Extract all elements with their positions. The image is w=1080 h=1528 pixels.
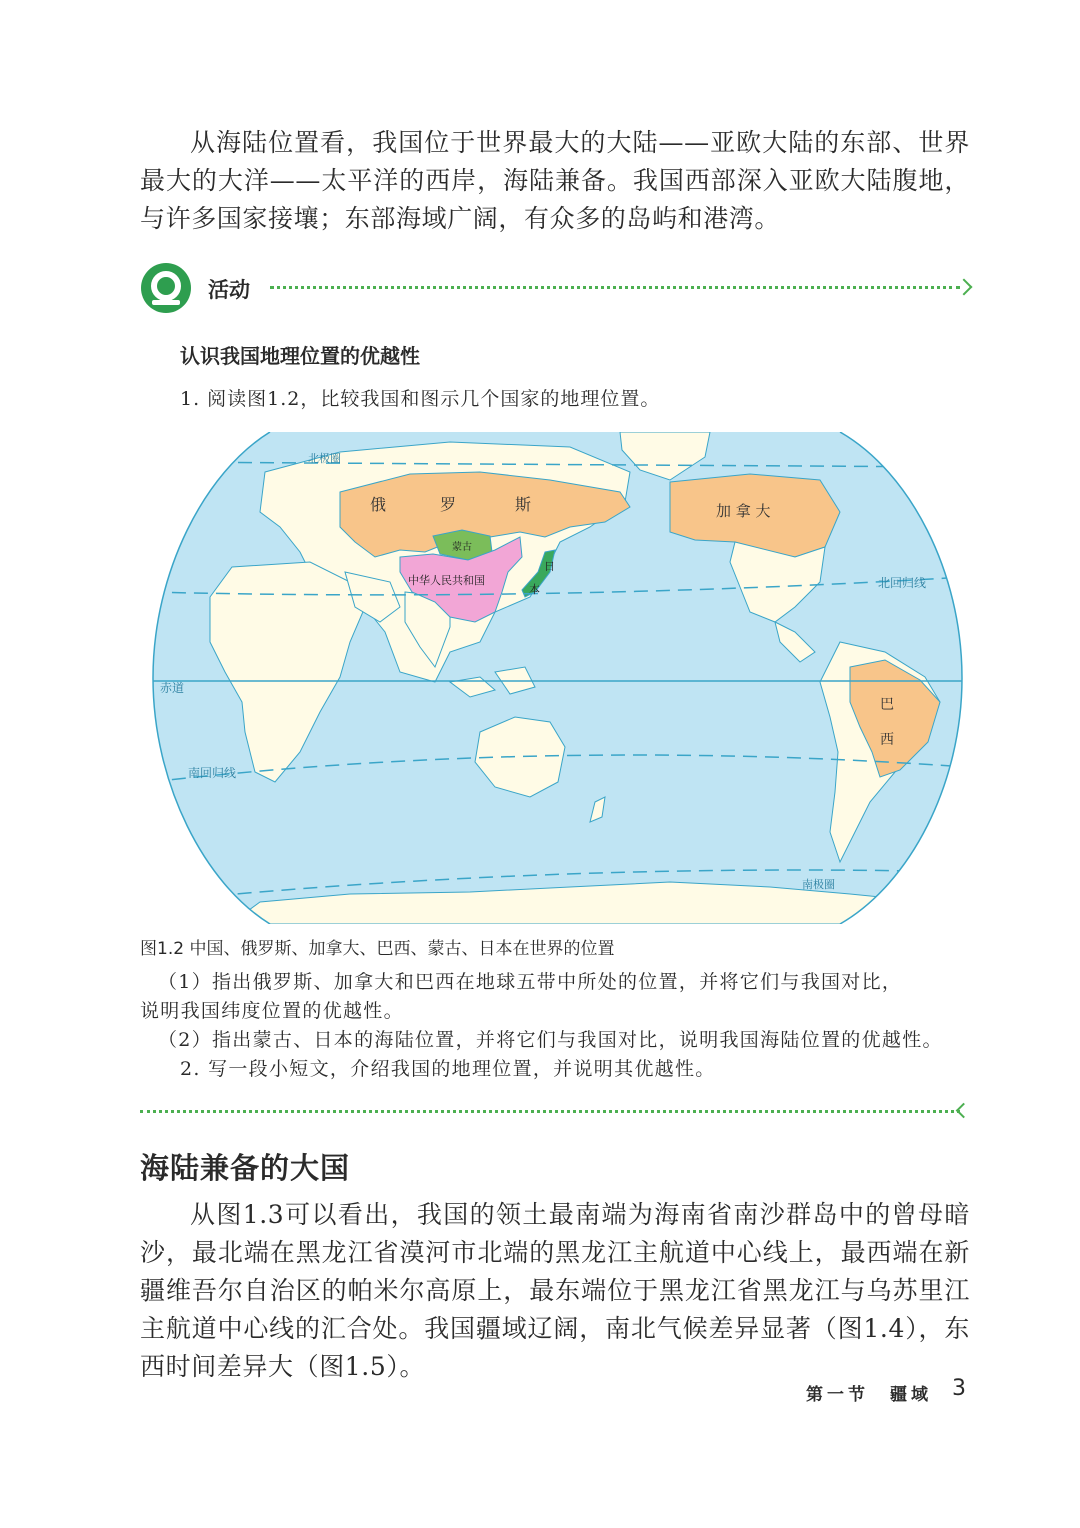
activity-sub-question-1-line-2: 说明我国纬度位置的优越性。 (140, 1000, 404, 1022)
activity-title: 认识我国地理位置的优越性 (180, 344, 420, 368)
label-brazil-1: 巴 (880, 697, 894, 713)
label-south-polar-circle: 南极圈 (802, 878, 835, 891)
world-map-svg (150, 432, 965, 924)
label-japan-2: 本 (529, 583, 540, 596)
label-mongolia: 蒙古 (452, 542, 472, 553)
section-title: 海陆兼备的大国 (140, 1151, 351, 1185)
arrow-left-icon (956, 1103, 972, 1119)
label-brazil-2: 西 (880, 732, 894, 748)
activity-sub-question-2: （2）指出蒙古、日本的海陆位置，并将它们与我国对比，说明我国海陆位置的优越性。 (158, 1029, 943, 1051)
label-equator: 赤道 (160, 681, 185, 695)
activity-sub-question-1-line-1: （1）指出俄罗斯、加拿大和巴西在地球五带中所处的位置，并将它们与我国对比， (158, 971, 903, 993)
label-china: 中华人民共和国 (408, 574, 485, 587)
label-tropic-capricorn: 南回归线 (188, 766, 237, 780)
section-text: 从图1.3可以看出，我国的领土最南端为海南省南沙群岛中的曾母暗沙，最北端在黑龙江省漠河市北端的黑龙江主航道中心线上，最西端在新疆维吾尔自治区的帕米尔高原上，最东端位于黑龙江省黑龙江与乌苏里江主航道中心线的汇合处。我国疆域辽阔，南北气候差异显著（图1.4），东西时间差异大（图1.5）。 (140, 1200, 970, 1381)
label-russia-3: 斯 (515, 495, 532, 514)
intro-paragraph (140, 124, 970, 238)
label-russia-2: 罗 (440, 495, 457, 514)
label-canada: 加 拿 大 (716, 502, 771, 520)
label-japan-1: 日 (544, 560, 555, 573)
footer-chapter: 第一节 疆域 (806, 1385, 932, 1405)
intro-text: 从海陆位置看，我国位于世界最大的大陆——亚欧大陆的东部、世界最大的大洋——太平洋的西岸，海陆兼备。我国西部深入亚欧大陆腹地，与许多国家接壤；东部海域广阔，有众多的岛屿和港湾。 (140, 128, 970, 233)
activity-question-1: 1. 阅读图1.2，比较我国和图示几个国家的地理位置。 (180, 388, 661, 410)
label-tropic-cancer: 北回归线 (878, 576, 927, 590)
activity-label: 活动 (208, 278, 250, 302)
label-russia-1: 俄 (370, 495, 387, 514)
map-caption: 图1.2 中国、俄罗斯、加拿大、巴西、蒙古、日本在世界的位置 (140, 939, 615, 959)
page-number: 3 (952, 1376, 966, 1401)
activity-questions (140, 968, 970, 1084)
world-map (150, 432, 965, 924)
section-paragraph (140, 1196, 970, 1386)
activity-divider-top (270, 286, 960, 289)
label-north-polar-circle: 北极圈 (308, 452, 341, 465)
activity-icon (140, 262, 192, 314)
activity-question-2: 2. 写一段小短文，介绍我国的地理位置，并说明其优越性。 (180, 1058, 716, 1080)
activity-divider-bottom (140, 1110, 960, 1113)
